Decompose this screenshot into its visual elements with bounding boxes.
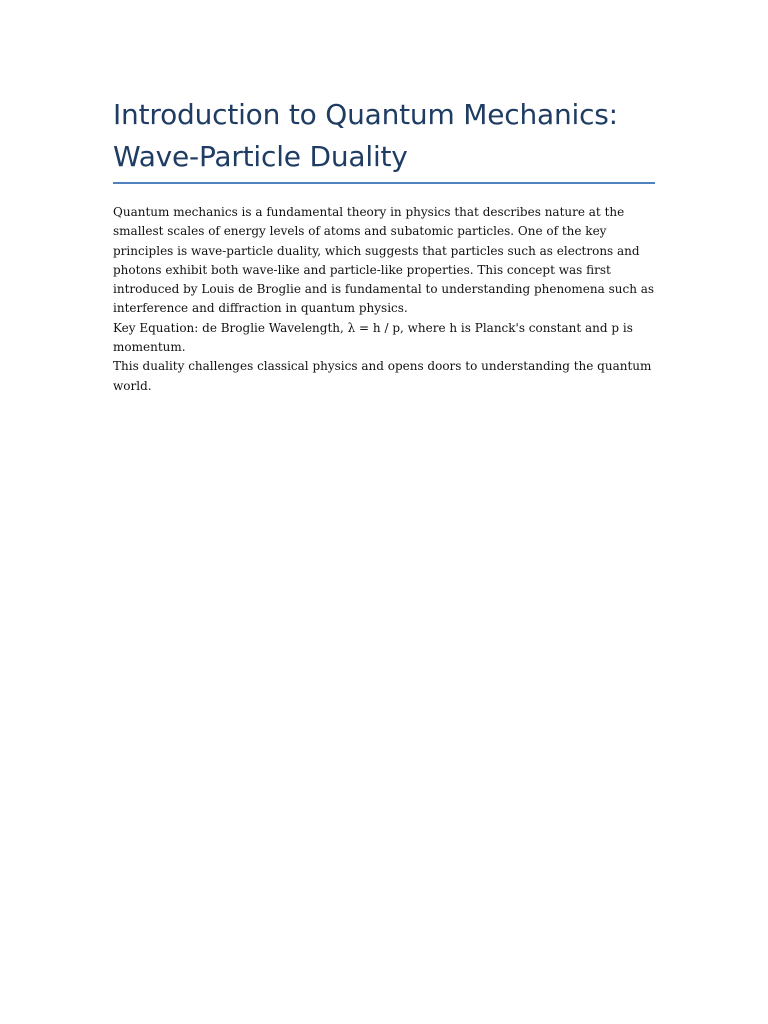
document-body [113, 203, 655, 396]
title-underline-rule [113, 182, 655, 184]
closing-paragraph: This duality challenges classical physics and opens doors to understanding the quantum world. [113, 359, 652, 393]
document-title-line-1: Introduction to Quantum Mechanics: [113, 98, 618, 131]
key-equation-paragraph: Key Equation: de Broglie Wavelength, λ = h / p, where h is Planck's constant and p is momentum. [113, 320, 633, 355]
document-title-line-2: Wave-Particle Duality [113, 140, 408, 173]
intro-paragraph: Quantum mechanics is a fundamental theory in physics that describes nature at the smallest scales of energy levels of atoms and subatomic particles. One of the key principles is wave-particle duality, which suggests that particles such as electrons and photons exhibit both wave-like and particle-like properties. This concept was first introduced by Louis de Broglie and is fundamental to understanding phenomena such as interference and diffraction in quantum physics. [113, 205, 655, 316]
document-content [113, 94, 655, 396]
document-title [113, 94, 655, 178]
